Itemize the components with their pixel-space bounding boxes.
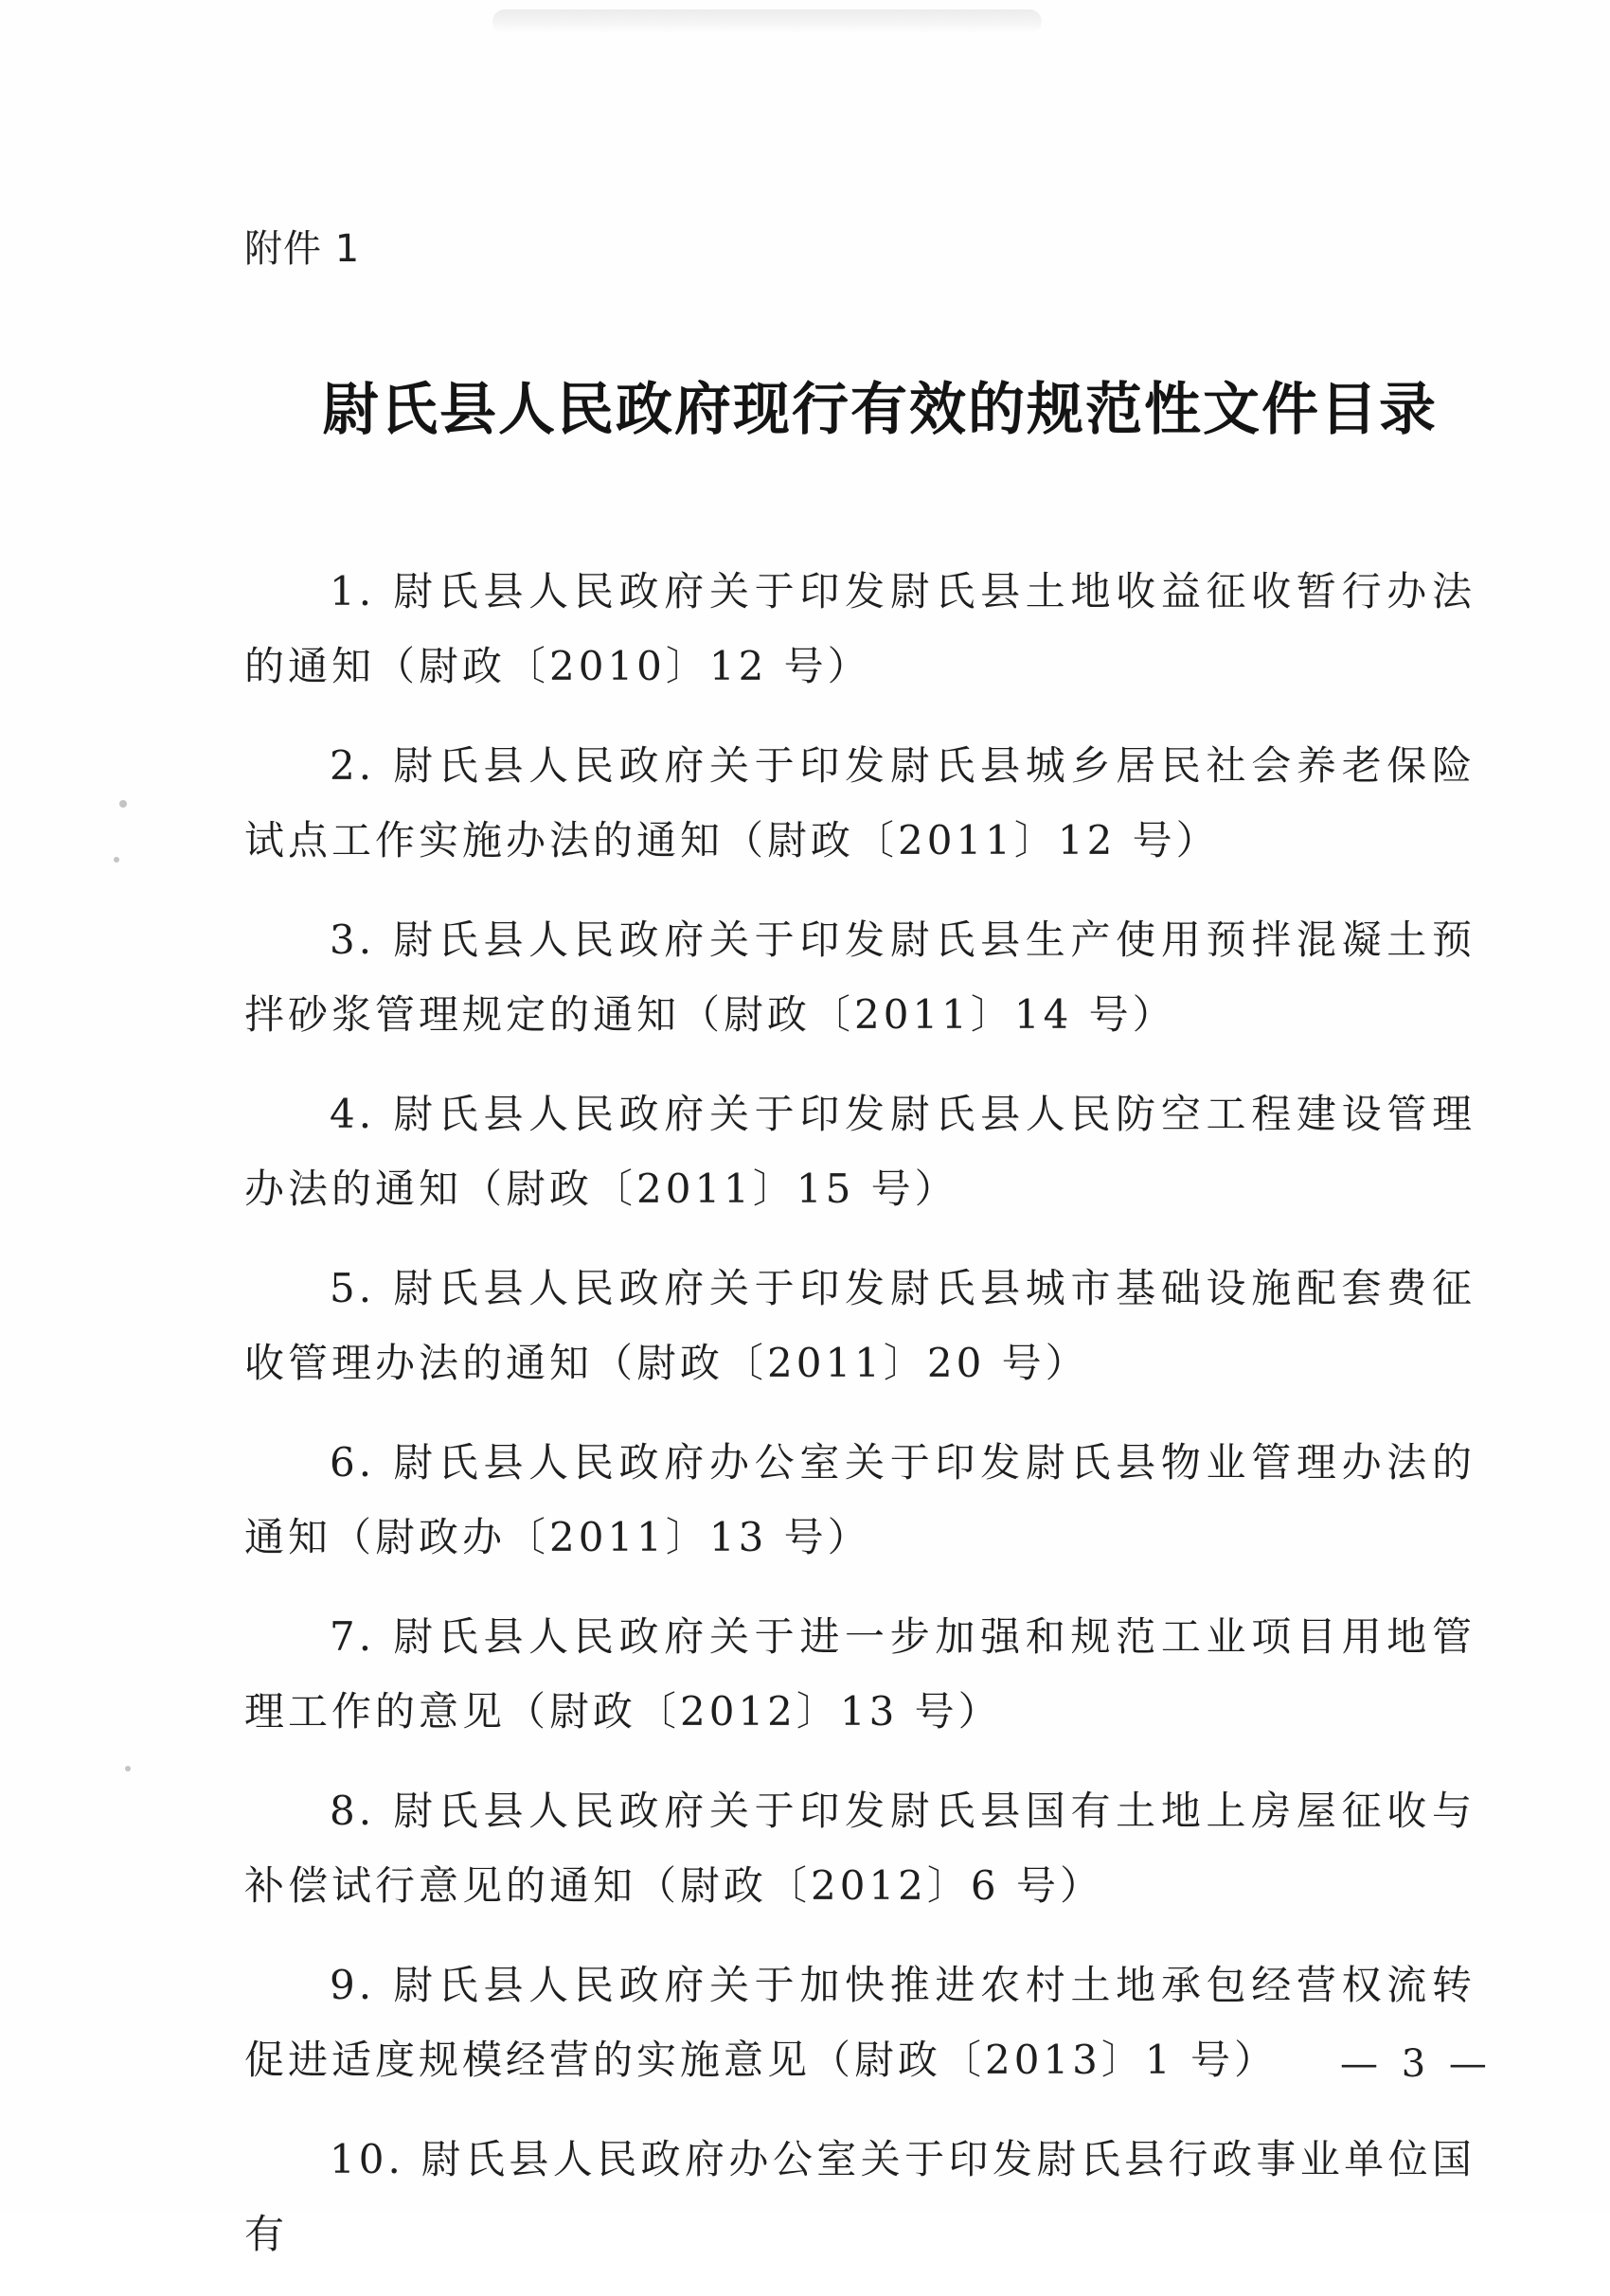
list-item: 1. 尉氏县人民政府关于印发尉氏县土地收益征收暂行办法的通知（尉政〔2010〕12 号） — [244, 568, 1476, 689]
scan-speck — [125, 1766, 131, 1771]
document-title: 尉氏县人民政府现行有效的规范性文件目录 — [322, 377, 1438, 443]
page-number: — 3 — — [1340, 2042, 1493, 2086]
scan-shadow — [492, 9, 1042, 34]
list-item: 5. 尉氏县人民政府关于印发尉氏县城市基础设施配套费征收管理办法的通知（尉政〔2011〕20 号） — [244, 1265, 1476, 1386]
scan-speck — [114, 857, 119, 863]
list-item: 2. 尉氏县人民政府关于印发尉氏县城乡居民社会养老保险试点工作实施办法的通知（尉政〔2011〕12 号） — [244, 742, 1476, 863]
document-list — [244, 554, 1476, 2296]
list-item: 10. 尉氏县人民政府办公室关于印发尉氏县行政事业单位国有 — [244, 2136, 1476, 2257]
list-item: 3. 尉氏县人民政府关于印发尉氏县生产使用预拌混凝土预拌砂浆管理规定的通知（尉政〔2011〕14 号） — [244, 917, 1476, 1038]
scan-speck — [119, 800, 127, 808]
list-item: 6. 尉氏县人民政府办公室关于印发尉氏县物业管理办法的通知（尉政办〔2011〕13 号） — [244, 1439, 1476, 1560]
list-item: 9. 尉氏县人民政府关于加快推进农村土地承包经营权流转促进适度规模经营的实施意见（尉政〔2013〕1 号） — [244, 1962, 1476, 2083]
list-item: 7. 尉氏县人民政府关于进一步加强和规范工业项目用地管理工作的意见（尉政〔2012〕13 号） — [244, 1613, 1476, 1735]
attachment-label: 附件 1 — [244, 227, 361, 271]
list-item: 8. 尉氏县人民政府关于印发尉氏县国有土地上房屋征收与补偿试行意见的通知（尉政〔2012〕6 号） — [244, 1788, 1476, 1909]
list-item: 4. 尉氏县人民政府关于印发尉氏县人民防空工程建设管理办法的通知（尉政〔2011〕15 号） — [244, 1091, 1476, 1212]
